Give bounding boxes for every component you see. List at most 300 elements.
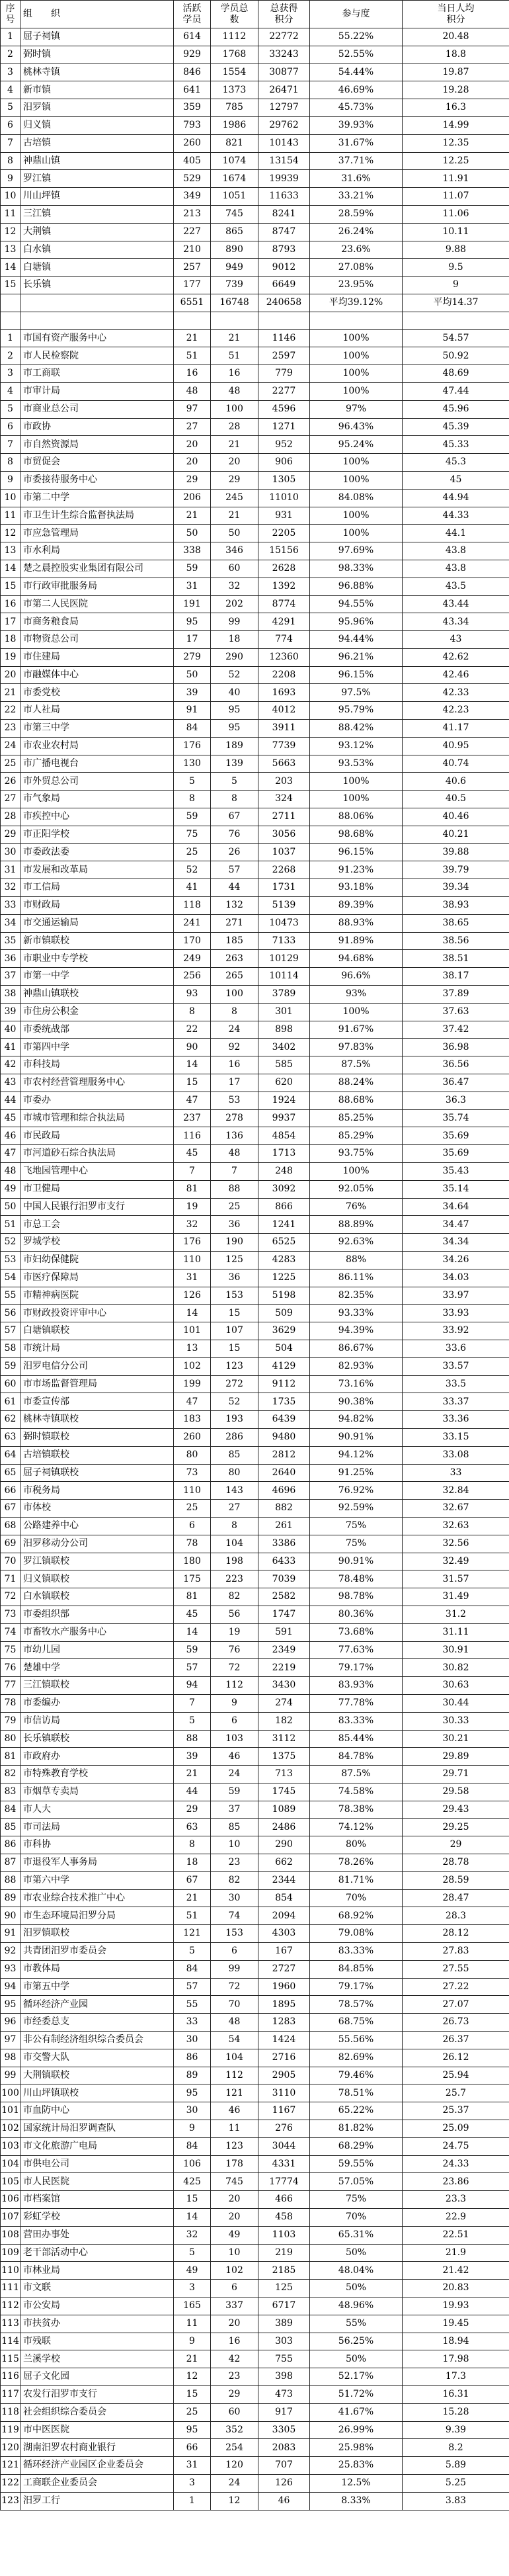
active-learners: 6 [174, 1517, 211, 1535]
active-learners: 59 [174, 560, 211, 578]
avg-daily-points: 37.42 [403, 1021, 509, 1039]
total-learners: 50 [211, 525, 258, 542]
avg-daily-points: 29.71 [403, 1766, 509, 1783]
avg-daily-points: 25.09 [403, 2120, 509, 2138]
avg-daily-points: 29.58 [403, 1783, 509, 1801]
total-points: 755 [258, 2350, 310, 2368]
total-points: 33243 [258, 46, 310, 64]
unit-row [1, 1393, 509, 1411]
row-number: 6 [1, 116, 20, 134]
unit-row [1, 1198, 509, 1216]
total-learners: 263 [211, 950, 258, 968]
avg-daily-points: 31.49 [403, 1588, 509, 1606]
total-learners: 20 [211, 454, 258, 472]
unit-row [1, 1943, 509, 1961]
unit-row [1, 986, 509, 1004]
total-learners: 48 [211, 382, 258, 400]
total-points: 1731 [258, 879, 310, 897]
total-learners: 24 [211, 2474, 258, 2492]
row-number: 46 [1, 1127, 20, 1145]
participation-rate: 88.93% [310, 914, 403, 932]
avg-daily-points: 40.74 [403, 755, 509, 773]
total-points: 11633 [258, 188, 310, 206]
total-points: 29762 [258, 116, 310, 134]
org-name: 白塘镇联校 [20, 1322, 174, 1340]
unit-row [1, 1234, 509, 1252]
org-name: 市委组织部 [20, 1606, 174, 1623]
avg-daily-points: 34.26 [403, 1251, 509, 1269]
unit-row [1, 347, 509, 365]
participation-rate: 88% [310, 1251, 403, 1269]
total-points: 3056 [258, 826, 310, 843]
org-name: 市档案馆 [20, 2191, 174, 2209]
participation-rate: 86.67% [310, 1340, 403, 1357]
total-learners: 739 [211, 277, 258, 294]
org-name: 市商务粮食局 [20, 613, 174, 631]
total-learners: 103 [211, 1730, 258, 1748]
row-number: 79 [1, 1712, 20, 1730]
total-learners: 278 [211, 1109, 258, 1127]
active-learners: 20 [174, 436, 211, 454]
row-number: 44 [1, 1092, 20, 1109]
row-number [1, 294, 20, 312]
active-learners: 12 [174, 2368, 211, 2386]
total-points: 12797 [258, 99, 310, 117]
active-learners: 20 [174, 454, 211, 472]
unit-row [1, 1623, 509, 1641]
total-learners: 85 [211, 1819, 258, 1836]
unit-row [1, 613, 509, 631]
avg-daily-points: 33.15 [403, 1428, 509, 1446]
avg-daily-points: 平均14.37 [403, 294, 509, 312]
avg-daily-points: 38.56 [403, 932, 509, 950]
avg-daily-points: 9.5 [403, 259, 509, 277]
active-learners: 66 [174, 2439, 211, 2457]
total-points: 906 [258, 454, 310, 472]
avg-daily-points: 11.91 [403, 170, 509, 188]
active-learners: 33 [174, 2014, 211, 2032]
active-learners: 349 [174, 188, 211, 206]
row-number: 62 [1, 1411, 20, 1429]
total-learners: 76 [211, 1641, 258, 1659]
total-points: 1103 [258, 2226, 310, 2244]
participation-rate: 100% [310, 525, 403, 542]
total-points: 4596 [258, 400, 310, 418]
unit-row [1, 525, 509, 542]
total-points: 2094 [258, 1907, 310, 1925]
active-learners: 45 [174, 1145, 211, 1163]
participation-rate: 59.55% [310, 2155, 403, 2173]
row-number: 41 [1, 1039, 20, 1056]
avg-daily-points: 29.43 [403, 1801, 509, 1819]
org-name: 长乐镇联校 [20, 1730, 174, 1748]
avg-daily-points: 34.03 [403, 1269, 509, 1287]
active-learners: 48 [174, 382, 211, 400]
total-points: 46 [258, 2492, 310, 2510]
town-row [1, 46, 509, 64]
participation-rate: 65.22% [310, 2102, 403, 2120]
total-learners: 265 [211, 968, 258, 986]
row-number: 91 [1, 1925, 20, 1943]
total-learners: 82 [211, 1871, 258, 1889]
total-learners: 11 [211, 2120, 258, 2138]
row-number: 118 [1, 2403, 20, 2421]
total-learners: 100 [211, 986, 258, 1004]
total-learners: 6 [211, 1943, 258, 1961]
org-name: 非公有制经济组织综合委员会 [20, 2032, 174, 2049]
participation-rate: 77.63% [310, 1641, 403, 1659]
total-learners: 185 [211, 932, 258, 950]
active-learners: 52 [174, 861, 211, 879]
active-learners: 49 [174, 2262, 211, 2280]
org-name: 市供电公司 [20, 2155, 174, 2173]
org-name: 市人社局 [20, 702, 174, 720]
row-number: 51 [1, 1216, 20, 1234]
participation-rate: 98.68% [310, 826, 403, 843]
row-number: 9 [1, 471, 20, 489]
total-points: 662 [258, 1854, 310, 1872]
avg-daily-points: 5.25 [403, 2474, 509, 2492]
total-learners: 52 [211, 1393, 258, 1411]
org-name: 古培镇联校 [20, 1446, 174, 1464]
org-name: 市财政局 [20, 897, 174, 915]
avg-daily-points: 39.34 [403, 879, 509, 897]
total-points: 11010 [258, 489, 310, 507]
total-learners: 21 [211, 507, 258, 525]
row-number: 99 [1, 2067, 20, 2084]
active-learners: 80 [174, 1446, 211, 1464]
total-points: 2277 [258, 382, 310, 400]
row-number: 32 [1, 879, 20, 897]
total-points: 1305 [258, 471, 310, 489]
active-learners: 101 [174, 1322, 211, 1340]
avg-daily-points: 38.51 [403, 950, 509, 968]
unit-row [1, 1801, 509, 1819]
avg-daily-points: 33.5 [403, 1375, 509, 1393]
total-learners: 271 [211, 914, 258, 932]
avg-daily-points: 33.93 [403, 1305, 509, 1322]
row-number: 7 [1, 134, 20, 152]
org-name: 市审计局 [20, 382, 174, 400]
unit-row [1, 1925, 509, 1943]
active-learners: 39 [174, 684, 211, 702]
row-number: 3 [1, 64, 20, 81]
total-points: 2812 [258, 1446, 310, 1464]
avg-daily-points: 10.11 [403, 223, 509, 241]
total-points: 8793 [258, 241, 310, 259]
row-number: 110 [1, 2262, 20, 2280]
table-body [1, 1, 509, 2511]
active-learners: 11 [174, 2315, 211, 2333]
active-learners: 55 [174, 1996, 211, 2014]
total-learners: 52 [211, 666, 258, 684]
total-points: 4129 [258, 1357, 310, 1375]
total-learners: 40 [211, 684, 258, 702]
total-learners: 9 [211, 1694, 258, 1712]
total-points: 8747 [258, 223, 310, 241]
unit-row [1, 737, 509, 755]
avg-daily-points: 35.69 [403, 1127, 509, 1145]
unit-row [1, 648, 509, 666]
total-points: 591 [258, 1623, 310, 1641]
participation-rate: 33.21% [310, 188, 403, 206]
row-number: 67 [1, 1500, 20, 1518]
row-number: 54 [1, 1269, 20, 1287]
total-learners: 223 [211, 1570, 258, 1588]
participation-rate: 94.68% [310, 950, 403, 968]
avg-daily-points: 25.7 [403, 2084, 509, 2102]
active-learners: 17 [174, 631, 211, 649]
participation-rate: 48.04% [310, 2262, 403, 2280]
row-number: 14 [1, 560, 20, 578]
total-learners: 198 [211, 1553, 258, 1570]
active-learners: 51 [174, 347, 211, 365]
org-name: 老干部活动中心 [20, 2244, 174, 2262]
org-name: 市第一中学 [20, 968, 174, 986]
total-learners: 136 [211, 1127, 258, 1145]
unit-row [1, 1003, 509, 1021]
active-learners: 84 [174, 1960, 211, 1978]
unit-row [1, 950, 509, 968]
participation-rate: 26.99% [310, 2421, 403, 2439]
participation-rate: 41.67% [310, 2403, 403, 2421]
active-learners: 14 [174, 1305, 211, 1322]
row-number: 10 [1, 188, 20, 206]
active-learners: 59 [174, 1641, 211, 1659]
unit-row [1, 418, 509, 436]
avg-daily-points: 5.89 [403, 2457, 509, 2475]
org-name: 市第二人民医院 [20, 595, 174, 613]
participation-rate: 94.55% [310, 595, 403, 613]
participation-rate: 100% [310, 1003, 403, 1021]
participation-rate: 87.5% [310, 1056, 403, 1074]
active-learners: 213 [174, 205, 211, 223]
row-number: 121 [1, 2457, 20, 2475]
total-points: 30877 [258, 64, 310, 81]
row-number: 73 [1, 1606, 20, 1623]
blank-row [1, 312, 509, 329]
org-name: 市委宣传部 [20, 1393, 174, 1411]
unit-row [1, 1907, 509, 1925]
row-number: 112 [1, 2297, 20, 2315]
org-name: 汨罗电信分公司 [20, 1357, 174, 1375]
total-points: 4331 [258, 2155, 310, 2173]
org-name: 市畜牧水产服务中心 [20, 1623, 174, 1641]
unit-row [1, 1216, 509, 1234]
total-points: 3629 [258, 1322, 310, 1340]
participation-rate: 50% [310, 2244, 403, 2262]
active-learners: 256 [174, 968, 211, 986]
row-number: 14 [1, 259, 20, 277]
org-name: 市生态环境局汨罗分局 [20, 1907, 174, 1925]
row-number: 87 [1, 1854, 20, 1872]
unit-row [1, 1766, 509, 1783]
org-name: 工商联企业委员会 [20, 2474, 174, 2492]
participation-rate: 90.91% [310, 1428, 403, 1446]
row-number: 97 [1, 2032, 20, 2049]
org-name: 市残联 [20, 2333, 174, 2350]
row-number: 6 [1, 418, 20, 436]
total-learners: 20 [211, 2209, 258, 2227]
total-points: 1424 [258, 2032, 310, 2049]
avg-daily-points: 3.83 [403, 2492, 509, 2510]
active-learners: 29 [174, 1801, 211, 1819]
row-number: 75 [1, 1641, 20, 1659]
total-learners: 80 [211, 1464, 258, 1482]
total-learners: 8 [211, 1003, 258, 1021]
total-points: 3402 [258, 1039, 310, 1056]
participation-rate: 100% [310, 773, 403, 791]
participation-rate: 100% [310, 791, 403, 808]
total-points: 1089 [258, 1801, 310, 1819]
total-learners [211, 312, 258, 329]
row-number: 43 [1, 1074, 20, 1092]
unit-row [1, 1641, 509, 1659]
participation-rate: 93% [310, 986, 403, 1004]
row-number: 45 [1, 1109, 20, 1127]
participation-rate: 97.69% [310, 542, 403, 560]
org-name: 市广播电视台 [20, 755, 174, 773]
unit-row [1, 1109, 509, 1127]
total-learners: 346 [211, 542, 258, 560]
town-row [1, 28, 509, 46]
unit-row [1, 454, 509, 472]
row-number: 72 [1, 1588, 20, 1606]
total-learners: 95 [211, 702, 258, 720]
active-learners: 9 [174, 2120, 211, 2138]
total-learners: 48 [211, 2014, 258, 2032]
participation-rate: 55.56% [310, 2032, 403, 2049]
org-name: 三江镇 [20, 205, 174, 223]
avg-daily-points: 42.23 [403, 702, 509, 720]
org-name: 国家统计局汨罗调查队 [20, 2120, 174, 2138]
unit-row [1, 1535, 509, 1553]
participation-rate: 52.17% [310, 2368, 403, 2386]
avg-daily-points: 18.94 [403, 2333, 509, 2350]
row-number: 74 [1, 1623, 20, 1641]
total-points: 1693 [258, 684, 310, 702]
total-learners: 92 [211, 1039, 258, 1056]
avg-daily-points: 23.3 [403, 2191, 509, 2209]
total-learners: 29 [211, 471, 258, 489]
participation-rate: 74.12% [310, 1819, 403, 1836]
total-learners: 112 [211, 1677, 258, 1695]
total-points: 2711 [258, 808, 310, 826]
avg-daily-points: 28.3 [403, 1907, 509, 1925]
avg-daily-points: 48.69 [403, 365, 509, 383]
total-points: 219 [258, 2244, 310, 2262]
total-points: 6439 [258, 1411, 310, 1429]
total-learners: 865 [211, 223, 258, 241]
total-points: 9012 [258, 259, 310, 277]
unit-row [1, 1500, 509, 1518]
org-name: 市委办 [20, 1092, 174, 1109]
org-name: 市血防中心 [20, 2102, 174, 2120]
row-number: 31 [1, 861, 20, 879]
avg-daily-points: 32.49 [403, 1553, 509, 1570]
unit-row [1, 507, 509, 525]
total-points: 4696 [258, 1482, 310, 1500]
total-learners: 949 [211, 259, 258, 277]
row-number: 123 [1, 2492, 20, 2510]
participation-rate: 85.29% [310, 1127, 403, 1145]
active-learners: 13 [174, 1340, 211, 1357]
row-number: 122 [1, 2474, 20, 2492]
row-number: 19 [1, 648, 20, 666]
header-row [1, 1, 509, 28]
active-learners: 110 [174, 1251, 211, 1269]
org-name: 汨罗镇联校 [20, 1925, 174, 1943]
total-points: 898 [258, 1021, 310, 1039]
avg-daily-points: 45.33 [403, 436, 509, 454]
avg-daily-points: 15.28 [403, 2403, 509, 2421]
row-number: 95 [1, 1996, 20, 2014]
avg-daily-points: 43.44 [403, 595, 509, 613]
org-name: 市委接待服务中心 [20, 471, 174, 489]
avg-daily-points: 39.79 [403, 861, 509, 879]
row-number: 55 [1, 1287, 20, 1305]
active-learners: 81 [174, 1180, 211, 1198]
total-points: 2344 [258, 1871, 310, 1889]
participation-rate: 平均39.12% [310, 294, 403, 312]
total-points: 125 [258, 2280, 310, 2297]
row-number: 119 [1, 2421, 20, 2439]
total-points: 1747 [258, 1606, 310, 1623]
org-name: 市医疗保障局 [20, 1269, 174, 1287]
org-name: 市工信局 [20, 879, 174, 897]
avg-daily-points: 18.8 [403, 46, 509, 64]
active-learners: 405 [174, 152, 211, 170]
row-number: 10 [1, 489, 20, 507]
row-number: 81 [1, 1748, 20, 1766]
org-name: 市政府办 [20, 1748, 174, 1766]
avg-daily-points: 34.34 [403, 1234, 509, 1252]
unit-row [1, 2032, 509, 2049]
participation-rate: 31.6% [310, 170, 403, 188]
unit-row [1, 968, 509, 986]
total-learners: 25 [211, 1198, 258, 1216]
participation-rate: 94.39% [310, 1322, 403, 1340]
active-learners: 21 [174, 329, 211, 347]
row-number: 115 [1, 2350, 20, 2368]
total-points: 2185 [258, 2262, 310, 2280]
participation-rate: 100% [310, 454, 403, 472]
total-points: 22772 [258, 28, 310, 46]
row-number: 3 [1, 365, 20, 383]
org-name: 市人民医院 [20, 2173, 174, 2191]
avg-daily-points: 35.74 [403, 1109, 509, 1127]
avg-daily-points: 42.46 [403, 666, 509, 684]
active-learners: 8 [174, 791, 211, 808]
active-learners: 31 [174, 578, 211, 595]
row-number: 58 [1, 1340, 20, 1357]
avg-daily-points: 26.37 [403, 2032, 509, 2049]
participation-rate: 90.91% [310, 1553, 403, 1570]
org-name: 市水利局 [20, 542, 174, 560]
participation-rate: 74.58% [310, 1783, 403, 1801]
total-points: 2727 [258, 1960, 310, 1978]
avg-daily-points: 9.88 [403, 241, 509, 259]
unit-row [1, 471, 509, 489]
row-number: 27 [1, 791, 20, 808]
row-number: 1 [1, 329, 20, 347]
total-learners: 190 [211, 1234, 258, 1252]
avg-daily-points: 31.2 [403, 1606, 509, 1623]
participation-rate: 96.21% [310, 648, 403, 666]
total-points: 1225 [258, 1269, 310, 1287]
org-name: 市民政局 [20, 1127, 174, 1145]
avg-daily-points: 38.93 [403, 897, 509, 915]
